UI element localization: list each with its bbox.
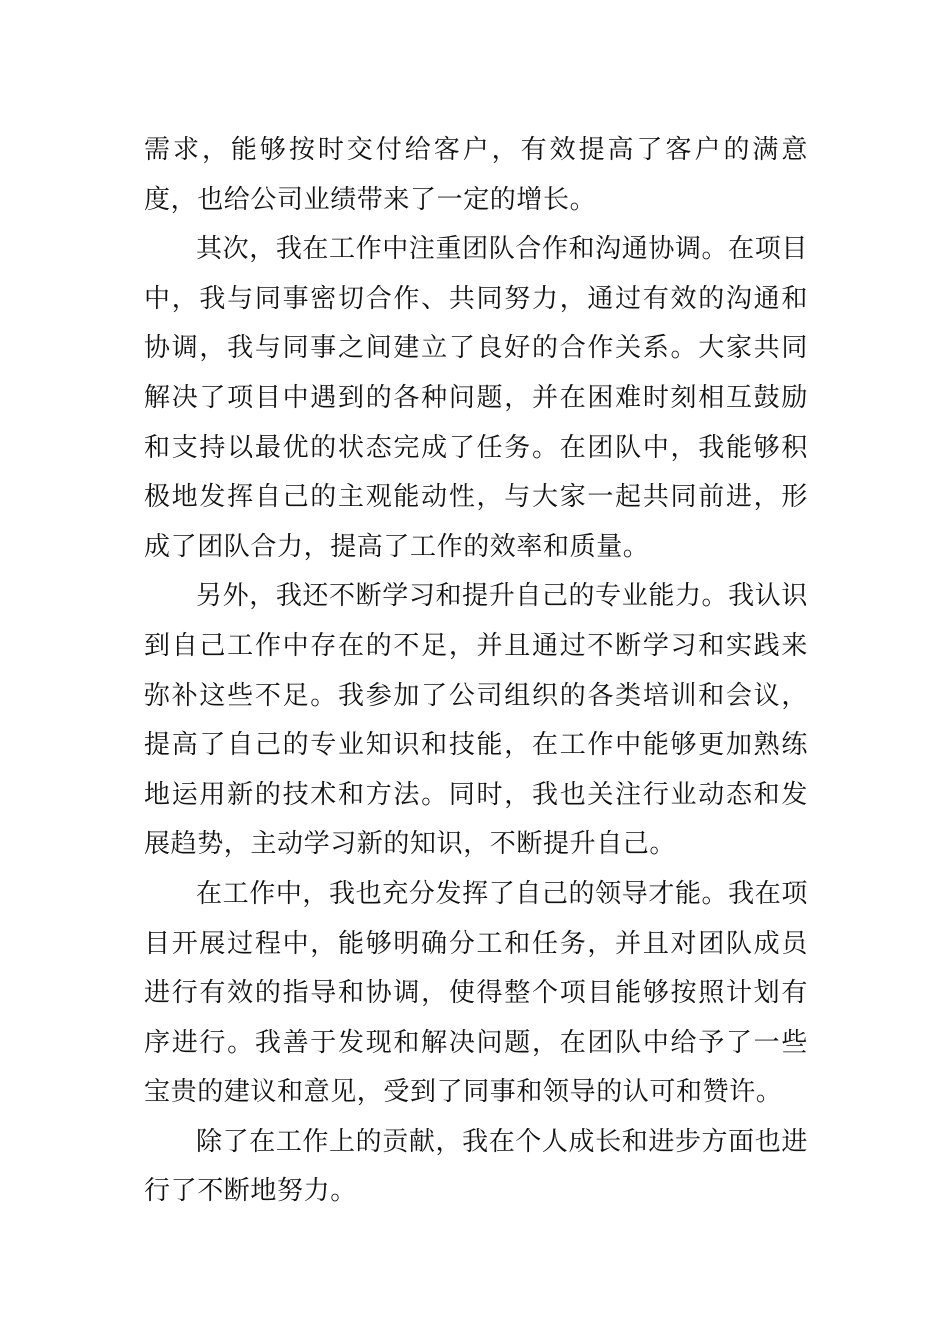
- document-body: [144, 126, 808, 1217]
- paragraph-1: 需求，能够按时交付给客户，有效提高了客户的满意度，也给公司业绩带来了一定的增长。: [144, 135, 808, 215]
- paragraph-3: 另外，我还不断学习和提升自己的专业能力。我认识到自己工作中存在的不足，并且通过不断学习和实践来弥补这些不足。我参加了公司组织的各类培训和会议，提高了自己的专业知识和技能，在工作中能够更加熟练地运用新的技术和方法。同时，我也关注行业动态和发展趋势，主动学习新的知识，不断提升自己。: [144, 581, 808, 860]
- paragraph-4: 在工作中，我也充分发挥了自己的领导才能。我在项目开展过程中，能够明确分工和任务，并且对团队成员进行有效的指导和协调，使得整个项目能够按照计划有序进行。我善于发现和解决问题，在团队中给予了一些宝贵的建议和意见，受到了同事和领导的认可和赞许。: [144, 878, 808, 1108]
- paragraph-2: 其次，我在工作中注重团队合作和沟通协调。在项目中，我与同事密切合作、共同努力，通过有效的沟通和协调，我与同事之间建立了良好的合作关系。大家共同解决了项目中遇到的各种问题，并在困难时刻相互鼓励和支持以最优的状态完成了任务。在团队中，我能够积极地发挥自己的主观能动性，与大家一起共同前进，形成了团队合力，提高了工作的效率和质量。: [144, 234, 808, 562]
- paragraph-5: 除了在工作上的贡献，我在个人成长和进步方面也进行了不断地努力。: [144, 1126, 808, 1207]
